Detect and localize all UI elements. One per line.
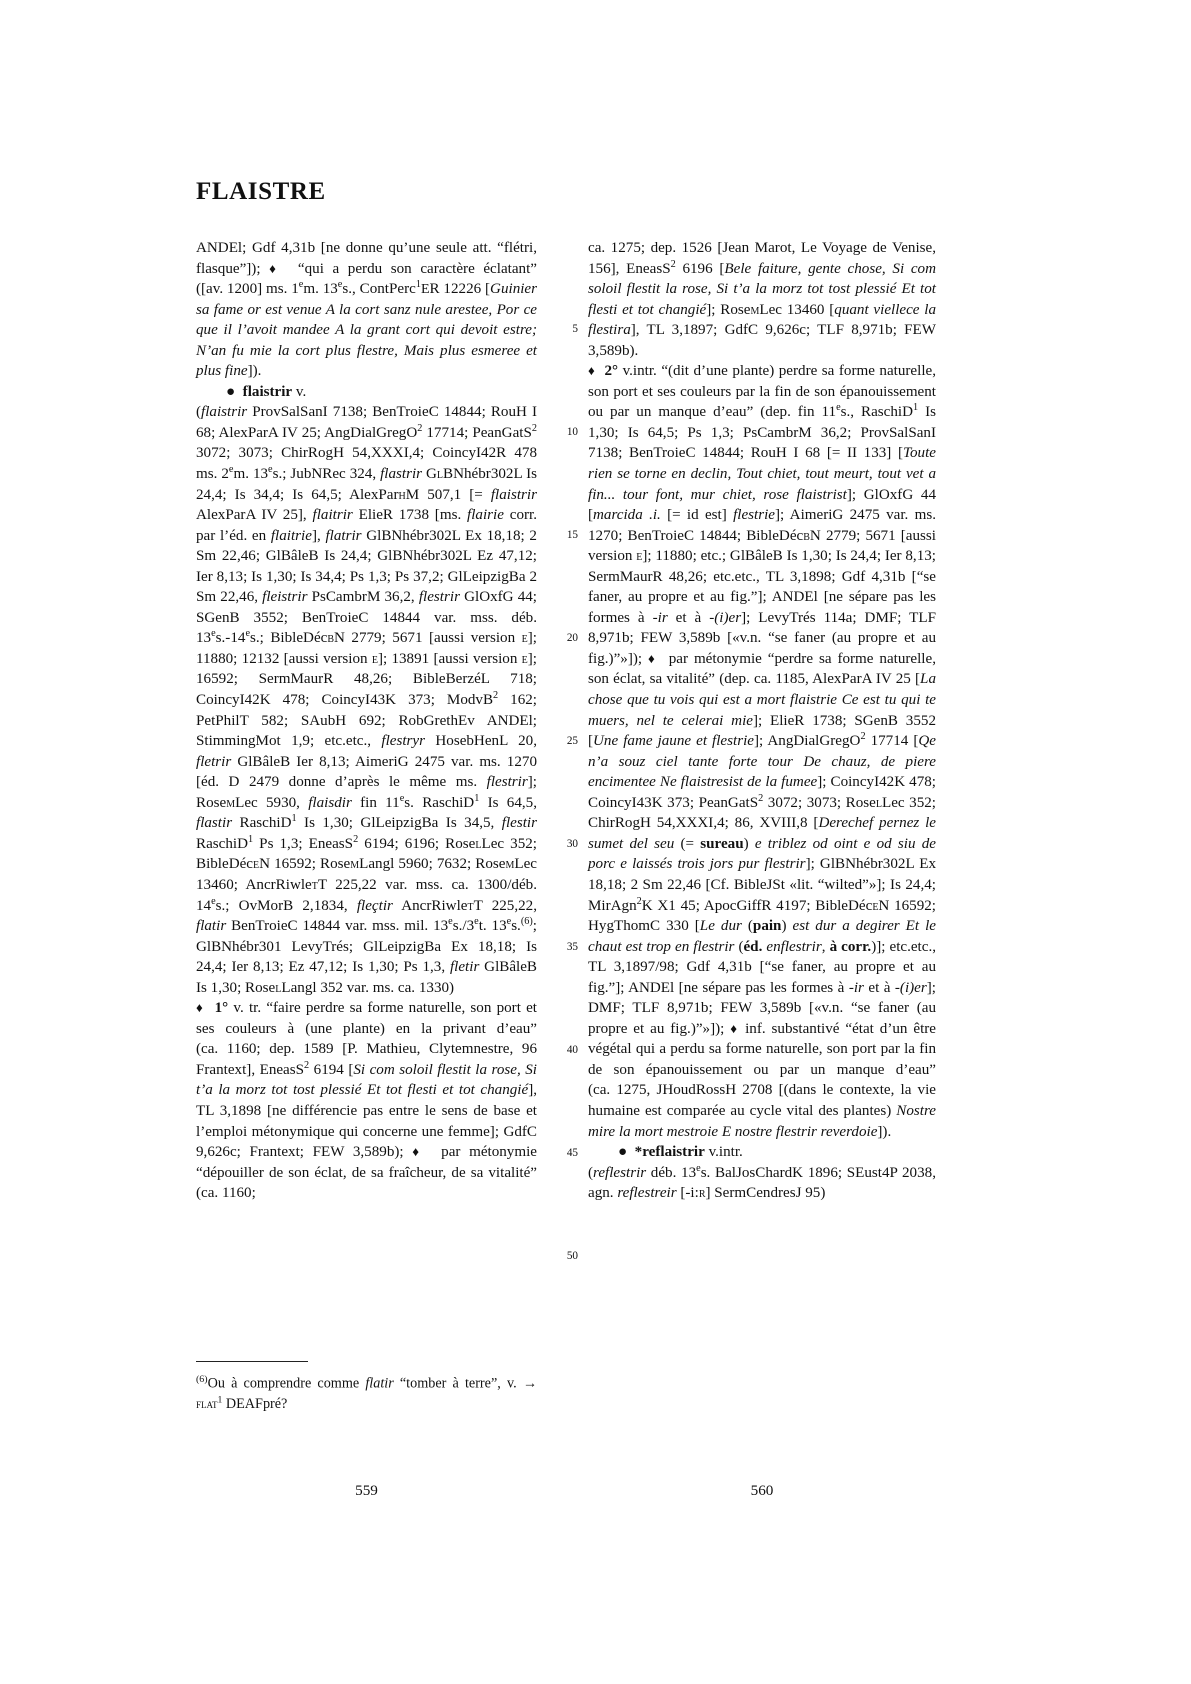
footnote-marker: (6) <box>196 1374 208 1385</box>
left-column <box>196 238 537 1204</box>
line-number: 25 <box>566 735 578 747</box>
lozenge-icon: ♦ <box>269 260 281 276</box>
right-column <box>588 238 936 1204</box>
filled-circle-icon: ● <box>618 1144 628 1161</box>
footnote-rule <box>196 1361 308 1362</box>
line-number: 30 <box>566 838 578 850</box>
folio-number-right: 560 <box>750 1482 774 1499</box>
line-number: 50 <box>566 1250 578 1262</box>
lozenge-icon: ♦ <box>647 650 657 666</box>
line-number: 40 <box>566 1044 578 1056</box>
entry-heading-reflaistrir: ● *reflaistrir v.intr. <box>618 1144 743 1161</box>
line-number-gutter <box>552 238 578 1338</box>
paragraph-continuation: ANDEl; Gdf 4,31b [ne donne qu’une seule att. “flétri, flasque”]); ♦ “qui a perdu son caractère éclatant” ([av. 1200] ms. 1em. 13es., ContPerc$^1$ER 12226 [Guinier sa fame or est venue A la cort sanz nule arestee, Por ce que il l’avoit mandee A la grant cort qui devoit estre; N’an fu mie la cort plus flestre, Mais plus esmeree et plus fine]). <box>196 240 538 380</box>
filled-circle-icon: ● <box>226 383 236 400</box>
page-title: FLAISTRE <box>196 178 326 205</box>
lozenge-icon: ♦ <box>588 363 596 379</box>
line-number: 10 <box>566 426 578 438</box>
arrow-right-icon: → <box>522 1375 538 1392</box>
sense-1-block: ♦ 1° v. tr. “faire perdre sa forme naturelle, son port et ses couleurs à (une plante) en la privant d’eau” (ca. 1160; dep. 1589 [P. Mathieu, Clytemnestre, 96 Frantext], EneasS$^2$ 6194 [Si com soloil flestit la rose, Si t’a la morz tot tost plessié Et tot flesti et tot changié], TL 3,1898 [ne différencie pas entre le sens de base et l’emploi métonymique qui concerne une femme]; GdfC 9,626c; Frantext; FEW 3,589b); ♦ par métonymie “dépouiller de son éclat, de sa fraîcheur, de sa vitalité” (ca. 1160; <box>196 1000 538 1202</box>
footnote: $^{(6)}$Ou à comprendre comme flatir “tomber à terre”, v. → flat$^1$ DEAFpré? <box>196 1374 538 1413</box>
line-number: 20 <box>566 632 578 644</box>
lozenge-icon: ♦ <box>730 1020 740 1036</box>
attestation-block-flaistrir: (flaistrir ProvSalSanI 7138; BenTroieC 14844; RouH I 68; AlexParA IV 25; AngDialGregO$^2$ 17714; PeanGatS$^2$ 3072; 3073; ChirRogH 54,XXXI,4; CoincyI42R 478 ms. 2em. 13es.; JubNRec 324, flastrir GlBNhébr302L Is 24,4; Is 34,4; Is 64,5; AlexParhM 507,1 [= flaistrir AlexParA IV 25], flaitrir ElieR 1738 [ms. flairie corr. par l’éd. en flaitrie], flatrir GlBNhébr302L Ex 18,18; 2 Sm 22,46; GlBâleB Is 24,4; GlBNhébr302L Ez 47,12; Ier 8,13; Is 1,30; Is 34,4; Ps 1,3; Ps 37,2; GlLeipzigBa 2 Sm 22,46, fleistrir PsCambrM 36,2, flestrir GlOxfG 44; SGenB 3552; BenTroieC 14844 var. mss. déb. 13es.-14es.; BibleDécbN 2779; 5671 [aussi version e]; 11880; 12132 [aussi version e]; 13891 [aussi version e]; 16592; SermMaurR 48,26; BibleBerzéL 718; CoincyI42K 478; CoincyI43K 373; ModvB$^2$ 162; PetPhilT 582; SAubH 692; RobGrethEv ANDEl; StimmingMot 1,9; etc.etc., flestryr HosebHenL 20, fletrir GlBâleB Ier 8,13; AimeriG 2475 var. ms. 1270 [éd. D 2479 donne d’après le même ms. flestrir]; RosemLec 5930, flaisdir fin 11es. RaschiD$^1$ Is 64,5, flastir RaschiD$^1$ Is 1,30; GlLeipzigBa Is 34,5, flestir RaschiD$^1$ Ps 1,3; EneasS$^2$ 6194; 6196; RoselLec 352; BibleDéceN 16592; RosemLangl 5960; 7632; RosemLec 13460; AncrRiwletT 225,22 var. mss. ca. 1300/déb. 14es.; OvMorB 2,1834, fleçtir AncrRiwletT 225,22, flatir BenTroieC 14844 var. mss. mil. 13es./3et. 13es.$^{(6)}$; GlBNhébr301 LevyTrés; GlLeipzigBa Ex 18,18; Is 24,4; Ier 8,13; Ez 47,12; Is 1,30; Ps 1,3, fletir GlBâleB Is 1,30; RoselLangl 352 var. ms. ca. 1330) <box>196 404 538 996</box>
entry-heading-flaistrir: ● flaistrir v. <box>226 383 307 400</box>
lozenge-icon: ♦ <box>196 1000 205 1016</box>
line-number: 5 <box>572 323 578 335</box>
line-number: 35 <box>566 941 578 953</box>
line-number: 45 <box>566 1147 578 1159</box>
line-number: 15 <box>566 529 578 541</box>
sense-2-block: ♦ 2° v.intr. “(dit d’une plante) perdre sa forme naturelle, son port et ses couleurs par la fin de son épanouissement ou par un manque d’eau” (dep. fin 11es., RaschiD$^1$ Is 1,30; Is 64,5; Ps 1,3; PsCambrM 36,2; ProvSalSanI 7138; BenTroieC 14844; RouH I 68 [= II 133] [Toute rien se torne en declin, Tout chiet, tout meurt, tout vet a fin... tour font, mur chiet, rose flaistrist]; GlOxfG 44 [marcida .i. [= id est] flestrie]; AimeriG 2475 var. ms. 1270; BenTroieC 14844; BibleDécbN 2779; 5671 [aussi version e]; 11880; etc.; GlBâleB Is 1,30; Is 24,4; Ier 8,13; SermMaurR 48,26; etc.etc., TL 3,1898; Gdf 4,31b [“se faner, au propre et au fig.”]; ANDEl [ne sépare pas les formes à -ir et à -(i)er]; LevyTrés 114a; DMF; TLF 8,971b; FEW 3,589b [«v.n. “se faner (au propre et au fig.)”»]); ♦ par métonymie “perdre sa forme naturelle, son éclat, sa vitalité” (dep. ca. 1185, AlexParA IV 25 [La chose que tu vois qui est a mort flaistrie Ce est tu qui te muers, nel te celerai mie]; ElieR 1738; SGenB 3552 [Une fame jaune et flestrie]; AngDialGregO$^2$ 17714 [Qe n’a souz ciel tante forte tour De chauz, de piere encimentee Ne flaistresist de la fumee]; CoincyI42K 478; CoincyI43K 373; PeanGatS$^2$ 3072; 3073; RoselLec 352; ChirRogH 54,XXXI,4; 86, XVIII,8 [Derechef pernez le sumet del seu (= sureau) e triblez od oint e od siu de porc e laissés trois jors pur flestrir]; GlBNhébr302L Ex 18,18; 2 Sm 22,46 [Cf. BibleJSt «lit. “wilted”»]; Is 24,4; MirAgn$^2$K X1 45; ApocGiffR 4197; BibleDéceN 16592; HygThomC 330 [Le dur (pain) est dur a degirer Et le chaut est trop en flestrir (éd. enflestrir, à corr.)]; etc.etc., TL 3,1897/98; Gdf 4,31b [“se faner, au propre et au fig.”]; ANDEl [ne sépare pas les formes à -ir et à -(i)er]; DMF; TLF 8,971b; FEW 3,589b [«v.n. “se faner (au propre et au fig.)”»]); ♦ inf. substantivé “état d’un être végétal qui a perdu sa forme naturelle, son port par la fin de son épanouissement ou par un manque d’eau” (ca. 1275, JHoudRossH 2708 [(dans le contexte, la vie humaine est comparée au cycle vital des plantes) Nostre mire la mort mestroie E nostre flestrir reverdoie]). <box>588 363 937 1140</box>
lozenge-icon: ♦ <box>412 1144 424 1160</box>
folio-number-left: 559 <box>355 1482 378 1499</box>
attestation-block-reflaistrir: (reflestrir déb. 13es. BalJosChardK 1896; SEust4P 2038, agn. reflestreir [-i:r] SermCendresJ 95) <box>588 1162 936 1202</box>
paragraph-continuation: ca. 1275; dep. 1526 [Jean Marot, Le Voyage de Venise, 156], EneasS$^2$ 6196 [Bele faiture, gente chose, Si com soloil flestit la rose, Si t’a la morz tot tost plessié Et tot flesti et tot changié]; RosemLec 13460 [quant viellece la flestira], TL 3,1897; GdfC 9,626c; TLF 8,971b; FEW 3,589b). <box>588 240 937 359</box>
